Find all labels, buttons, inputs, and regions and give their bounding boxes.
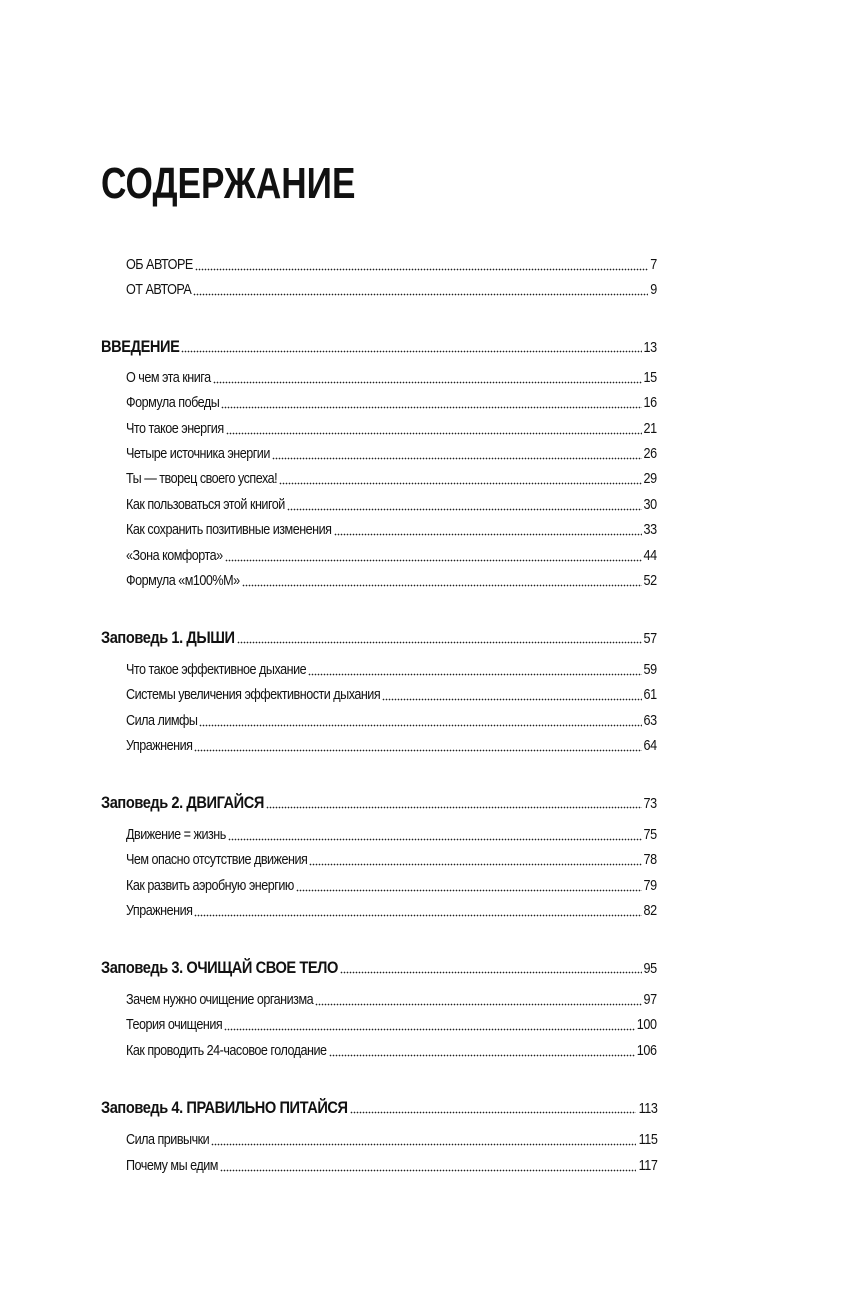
dot-leader xyxy=(226,429,642,435)
toc-section-row xyxy=(126,684,657,706)
page-title: СОДЕРЖАНИЕ xyxy=(101,159,356,208)
toc-section-title: ОТ АВТОРА xyxy=(126,281,192,298)
dot-leader xyxy=(382,695,642,701)
toc-chapter-title: Заповедь 2. ДВИГАЙСЯ xyxy=(101,793,264,812)
toc-section-row xyxy=(126,710,657,732)
toc-page-number: 30 xyxy=(643,496,657,513)
dot-leader xyxy=(296,886,642,892)
toc-section-row xyxy=(126,545,657,567)
dot-leader xyxy=(211,1140,636,1146)
toc-page-number: 63 xyxy=(643,712,657,729)
dot-leader xyxy=(220,1166,636,1172)
toc-page-number: 100 xyxy=(637,1016,657,1033)
dot-leader xyxy=(194,746,641,752)
toc-section-title: Сила привычки xyxy=(126,1131,210,1148)
toc-chapter-title: Заповедь 1. ДЫШИ xyxy=(101,628,235,647)
toc-page-number: 7 xyxy=(650,256,657,273)
dot-leader xyxy=(194,911,641,917)
dot-leader xyxy=(213,378,642,384)
toc-page-number: 33 xyxy=(643,521,657,538)
toc-page-number: 21 xyxy=(643,420,657,437)
toc-chapter-row xyxy=(101,1097,657,1119)
toc-section-title: Что такое эффективное дыхание xyxy=(126,661,307,678)
dot-leader xyxy=(224,1025,635,1031)
dot-leader xyxy=(279,479,642,485)
toc-page-number: 82 xyxy=(643,902,657,919)
toc-section-row xyxy=(126,418,657,440)
toc-page-number: 15 xyxy=(643,369,657,386)
toc-page-number: 73 xyxy=(643,795,657,812)
toc-section-row xyxy=(126,494,657,516)
toc-section-title: Что такое энергия xyxy=(126,420,224,437)
toc-section-row xyxy=(126,849,657,871)
toc-section-title: Как сохранить позитивные изменения xyxy=(126,521,332,538)
dot-leader xyxy=(225,556,642,562)
toc-page-number: 97 xyxy=(643,991,657,1008)
dot-leader xyxy=(329,1051,636,1057)
dot-leader xyxy=(181,347,641,353)
toc-chapter-title: ВВЕДЕНИЕ xyxy=(101,337,180,356)
toc-section-row xyxy=(126,443,657,465)
toc-page-number: 79 xyxy=(643,877,657,894)
toc-section-row xyxy=(126,659,657,681)
dot-leader xyxy=(228,835,642,841)
toc-section-title: Формула «м100%М» xyxy=(126,572,240,589)
toc-chapter-row xyxy=(101,957,657,979)
toc-section-title: Системы увеличения эффективности дыхания xyxy=(126,686,381,703)
toc-section-title: «Зона комфорта» xyxy=(126,547,223,564)
toc-section-title: О чем эта книга xyxy=(126,369,211,386)
toc-page-number: 52 xyxy=(643,572,657,589)
dot-leader xyxy=(350,1108,637,1114)
dot-leader xyxy=(340,968,642,974)
toc-page-number: 29 xyxy=(643,470,657,487)
toc-page-number: 95 xyxy=(643,960,657,977)
dot-leader xyxy=(308,670,642,676)
toc-section-row xyxy=(126,1129,657,1151)
dot-leader xyxy=(195,265,649,271)
toc-section-title: Как проводить 24-часовое голодание xyxy=(126,1042,327,1059)
toc-section-row xyxy=(126,900,657,922)
toc-section-row xyxy=(126,519,657,541)
toc-section-row xyxy=(126,279,657,301)
toc-section-title: Теория очищения xyxy=(126,1016,223,1033)
toc-section-row xyxy=(126,1014,657,1036)
toc-section-row xyxy=(126,824,657,846)
toc-page-number: 78 xyxy=(643,851,657,868)
toc-section-title: Почему мы едим xyxy=(126,1157,218,1174)
toc-section-title: Сила лимфы xyxy=(126,712,198,729)
dot-leader xyxy=(199,721,641,727)
dot-leader xyxy=(193,290,648,296)
toc-section-title: Чем опасно отсутствие движения xyxy=(126,851,308,868)
toc-section-row xyxy=(126,1040,657,1062)
dot-leader xyxy=(334,530,642,536)
toc-section-row xyxy=(126,570,657,592)
toc-page-number: 44 xyxy=(643,547,657,564)
toc-page-number: 75 xyxy=(643,826,657,843)
dot-leader xyxy=(309,860,642,866)
dot-leader xyxy=(272,454,642,460)
toc-section-title: Как пользоваться этой книгой xyxy=(126,496,285,513)
toc-page-number: 115 xyxy=(638,1131,657,1148)
toc-section-row xyxy=(126,468,657,490)
toc-chapter-row xyxy=(101,792,657,814)
toc-section-row xyxy=(126,1155,657,1177)
toc-section-title: Упражнения xyxy=(126,902,193,919)
dot-leader xyxy=(221,403,642,409)
toc-chapter-title: Заповедь 3. ОЧИЩАЙ СВОЕ ТЕЛО xyxy=(101,958,338,977)
toc-section-title: Четыре источника энергии xyxy=(126,445,270,462)
toc-section-row xyxy=(126,367,657,389)
toc-section-row xyxy=(126,989,657,1011)
toc-chapter-row xyxy=(101,336,657,358)
toc-page-number: 13 xyxy=(643,339,657,356)
toc-page-number: 57 xyxy=(643,630,657,647)
toc-page-number: 59 xyxy=(643,661,657,678)
toc-section-row xyxy=(126,254,657,276)
dot-leader xyxy=(242,581,642,587)
toc-page-number: 113 xyxy=(638,1100,657,1117)
toc-section-title: Формула победы xyxy=(126,394,220,411)
toc-section-title: Движение = жизнь xyxy=(126,826,226,843)
toc-section-title: ОБ АВТОРЕ xyxy=(126,256,193,273)
toc-section-row xyxy=(126,875,657,897)
toc-chapter-row xyxy=(101,627,657,649)
dot-leader xyxy=(266,803,642,809)
dot-leader xyxy=(315,1000,642,1006)
toc-chapter-title: Заповедь 4. ПРАВИЛЬНО ПИТАЙСЯ xyxy=(101,1098,348,1117)
toc-page-number: 16 xyxy=(643,394,657,411)
dot-leader xyxy=(237,638,642,644)
toc-page-number: 106 xyxy=(637,1042,657,1059)
dot-leader xyxy=(287,505,642,511)
toc-page-number: 64 xyxy=(643,737,657,754)
toc-page-number: 26 xyxy=(643,445,657,462)
toc-section-title: Упражнения xyxy=(126,737,193,754)
toc-section-title: Ты — творец своего успеха! xyxy=(126,470,278,487)
toc-section-title: Зачем нужно очищение организма xyxy=(126,991,314,1008)
toc-section-row xyxy=(126,735,657,757)
toc-section-row xyxy=(126,392,657,414)
toc-page-number: 9 xyxy=(650,281,657,298)
toc-page-number: 61 xyxy=(643,686,657,703)
toc-section-title: Как развить аэробную энергию xyxy=(126,877,294,894)
toc-page-number: 117 xyxy=(638,1157,657,1174)
